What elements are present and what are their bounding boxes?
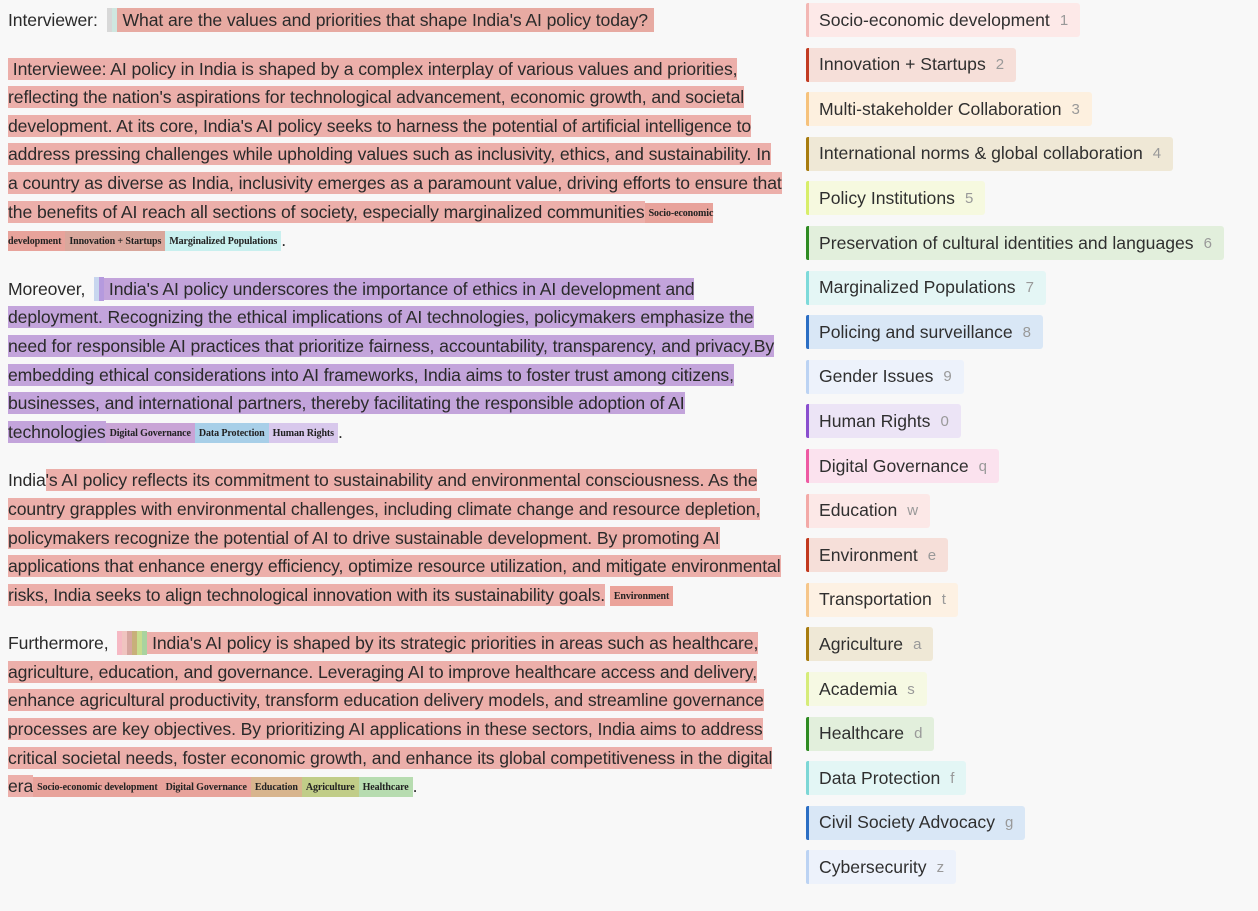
category-color-bar: [806, 627, 809, 661]
category-shortcut-key: 4: [1152, 145, 1162, 163]
category-shortcut-key: t: [941, 591, 946, 609]
category-civil-society-advocacy[interactable]: [806, 806, 1025, 840]
category-shortcut-key: q: [978, 457, 987, 475]
category-shortcut-key: e: [927, 546, 937, 564]
period: .: [412, 776, 418, 797]
code-tag[interactable]: Socio-economic development: [8, 203, 713, 252]
period: .: [337, 421, 343, 442]
category-shortcut-key: f: [950, 769, 955, 787]
highlighted-passage[interactable]: India's AI policy is shaped by its strategic priorities in areas such as healthcare, agriculture, education, and governance. Leveraging AI to improve healthcare access and delivery, enhance agricultural productivity, transform education delivery models, and streamline governance processes are key objectives. By prioritizing AI applications in these sectors, India aims to address critical societal needs, foster economic growth, and enhance its global competitiveness in the digital era: [8, 633, 773, 797]
category-shortcut-key: w: [907, 502, 919, 520]
answer-paragraph-1: [8, 55, 783, 255]
category-color-bar: [806, 137, 809, 171]
category-label: Policy Institutions: [819, 187, 955, 208]
category-shortcut-key: d: [914, 725, 923, 743]
category-gender-issues[interactable]: [806, 360, 964, 394]
category-agriculture[interactable]: [806, 627, 933, 661]
category-label: Data Protection: [819, 767, 941, 788]
category-label: Healthcare: [819, 723, 905, 744]
category-academia[interactable]: [806, 672, 927, 706]
category-shortcut-key: a: [913, 635, 922, 653]
category-shortcut-key: 8: [1022, 323, 1031, 341]
code-tag[interactable]: Innovation + Startups: [65, 231, 165, 251]
category-preservation-of-cultural-identities-and-languages[interactable]: [806, 226, 1224, 260]
category-label: International norms & global collaboration: [819, 143, 1143, 164]
code-tag[interactable]: Data Protection: [195, 423, 269, 443]
answer-paragraph-3: [8, 466, 783, 609]
category-policy-institutions[interactable]: [806, 181, 985, 215]
category-label: Environment: [819, 544, 918, 565]
category-shortcut-key: 2: [995, 56, 1005, 74]
category-shortcut-key: g: [1005, 814, 1014, 832]
category-shortcut-key: 3: [1071, 100, 1080, 118]
category-shortcut-key: 7: [1025, 279, 1034, 297]
category-color-bar: [806, 3, 809, 37]
code-tag[interactable]: Socio-economic development: [33, 777, 161, 797]
paragraph-lead: Furthermore,: [8, 633, 109, 654]
category-shortcut-key: s: [907, 680, 915, 698]
category-color-bar: [806, 449, 809, 483]
category-international-norms-global-collaboration[interactable]: [806, 137, 1173, 171]
category-data-protection[interactable]: [806, 761, 966, 795]
answer-paragraph-4: [8, 629, 783, 801]
category-healthcare[interactable]: [806, 717, 934, 751]
category-label: Multi-stakeholder Collaboration: [819, 98, 1062, 119]
category-shortcut-key: 1: [1059, 11, 1069, 29]
category-education[interactable]: [806, 494, 930, 528]
category-shortcut-key: 9: [943, 368, 952, 386]
category-label: Policing and surveillance: [819, 321, 1013, 342]
category-environment[interactable]: [806, 538, 948, 572]
interviewer-question[interactable]: What are the values and priorities that shape India's AI policy today?: [117, 8, 654, 32]
category-color-bar: [806, 315, 809, 349]
category-transportation[interactable]: [806, 583, 958, 617]
code-tag[interactable]: Healthcare: [359, 777, 413, 797]
category-color-bar: [806, 761, 809, 795]
category-label: Agriculture: [819, 633, 904, 654]
category-color-bar: [806, 583, 809, 617]
category-label: Innovation + Startups: [819, 54, 986, 75]
category-label: Cybersecurity: [819, 856, 927, 877]
category-color-bar: [806, 271, 809, 305]
category-socio-economic-development[interactable]: [806, 3, 1080, 37]
category-color-bar: [806, 672, 809, 706]
category-label: Transportation: [819, 589, 932, 610]
category-color-bar: [806, 717, 809, 751]
category-color-bar: [806, 850, 809, 884]
category-label: Digital Governance: [819, 455, 969, 476]
interviewer-line: [8, 6, 783, 35]
category-color-bar: [806, 806, 809, 840]
category-color-bar: [806, 360, 809, 394]
category-human-rights[interactable]: [806, 404, 961, 438]
category-label: Socio-economic development: [819, 9, 1050, 30]
code-tag[interactable]: Digital Governance: [106, 423, 195, 443]
category-shortcut-key: z: [936, 858, 945, 876]
category-color-bar: [806, 181, 809, 215]
category-shortcut-key: 6: [1203, 234, 1212, 252]
interviewer-label: Interviewer:: [8, 10, 98, 30]
category-color-bar: [806, 404, 809, 438]
code-tag[interactable]: Agriculture: [302, 777, 359, 797]
category-multi-stakeholder-collaboration[interactable]: [806, 92, 1092, 126]
category-color-bar: [806, 494, 809, 528]
code-tag[interactable]: Environment: [610, 586, 673, 606]
category-marginalized-populations[interactable]: [806, 271, 1046, 305]
category-color-bar: [806, 48, 809, 82]
category-shortcut-key: 0: [940, 412, 949, 430]
paragraph-lead: India: [8, 470, 46, 491]
code-tag[interactable]: Education: [251, 777, 302, 797]
category-cybersecurity[interactable]: [806, 850, 956, 884]
code-tag[interactable]: Human Rights: [269, 423, 338, 443]
highlighted-passage[interactable]: 's AI policy reflects its commitment to sustainability and environmental consciousness. As the country grapples with environmental challenges, including climate change and resource depletion, policymakers recognize the potential of AI to drive sustainable development. By promoting AI applications that enhance energy efficiency, optimize resource utilization, and mitigate environmental risks, India seeks to align technological innovation with its sustainability goals.: [8, 470, 781, 605]
category-innovation-startups[interactable]: [806, 48, 1016, 82]
category-label: Education: [819, 500, 898, 521]
category-color-bar: [806, 226, 809, 260]
highlighted-passage[interactable]: Interviewee: AI policy in India is shaped by a complex interplay of various values and priorities, reflecting the nation's aspirations for technological advancement, economic growth, and societal development. At its core, India's AI policy seeks to harness the potential of artificial intelligence to address pressing challenges while upholding values such as inclusivity, ethics, and sustainability. In a country as diverse as India, inclusivity emerges as a paramount value, driving efforts to ensure that the benefits of AI reach all sections of society, especially marginalized communities: [8, 58, 782, 222]
category-label: Gender Issues: [819, 366, 934, 387]
highlighted-passage[interactable]: India's AI policy underscores the importance of ethics in AI development and deployment. Recognizing the ethical implications of AI technologies, policymakers emphasize the need for responsible AI practices that prioritize fairness, accountability, transparency, and privacy.By embedding ethical considerations into AI frameworks, India aims to foster trust among citizens, businesses, and international partners, thereby facilitating the responsible adoption of AI technologies: [8, 278, 775, 442]
category-label: Preservation of cultural identities and languages: [819, 232, 1194, 253]
category-digital-governance[interactable]: [806, 449, 999, 483]
code-tag[interactable]: Digital Governance: [162, 777, 251, 797]
category-label: Marginalized Populations: [819, 277, 1016, 298]
category-color-bar: [806, 538, 809, 572]
paragraph-lead: Moreover,: [8, 278, 86, 299]
interview-transcript: [8, 6, 783, 821]
category-label: Academia: [819, 678, 898, 699]
period: .: [281, 230, 286, 251]
category-policing-and-surveillance[interactable]: [806, 315, 1043, 349]
category-color-bar: [806, 92, 809, 126]
code-tag[interactable]: Marginalized Populations: [165, 231, 281, 251]
category-shortcut-key: 5: [964, 189, 974, 207]
annotation-marker[interactable]: [112, 8, 117, 32]
category-label: Human Rights: [819, 410, 931, 431]
answer-paragraph-2: [8, 275, 783, 447]
category-label: Civil Society Advocacy: [819, 812, 996, 833]
